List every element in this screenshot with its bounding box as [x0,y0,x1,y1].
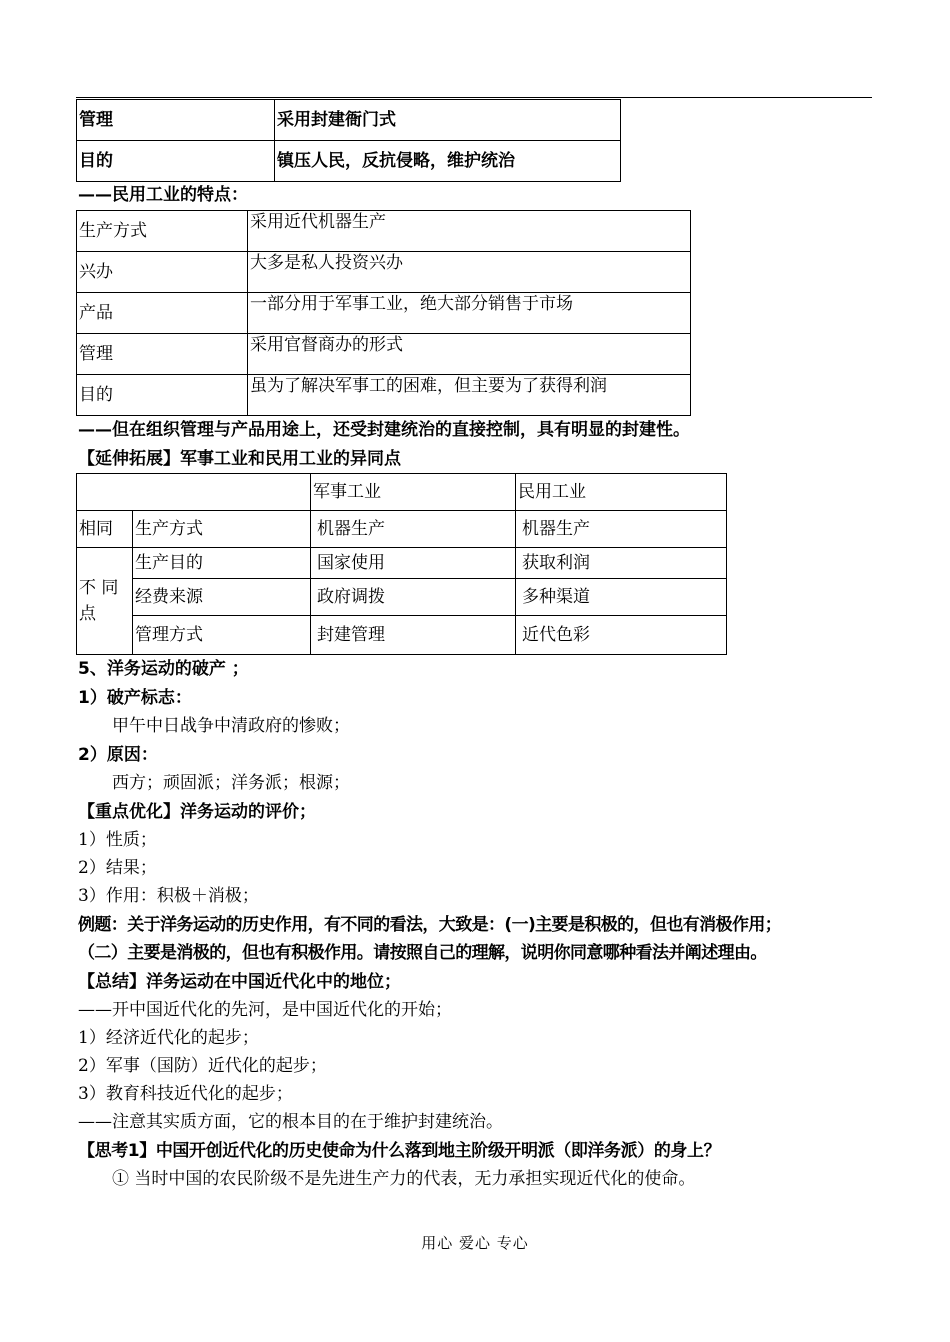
same-label: 相同 [77,511,133,548]
comparison-table [76,473,727,655]
example-question-line-1: 例题：关于洋务运动的历史作用，有不同的看法，大致是：(一)主要是积极的，但也有消极作用； [78,915,782,935]
body-line: 1）经济近代化的起步； [78,1028,259,1048]
military-cell: 机器生产 [311,511,516,548]
body-line: ——开中国近代化的先河，是中国近代化的开始； [78,1000,452,1020]
civil-industry-heading: ——民用工业的特点： [78,185,248,205]
row-label: 管理 [77,334,248,375]
think-question-heading: 【思考1】中国开创近代化的历史使命为什么落到地主阶级开明派（即洋务派）的身上？ [78,1141,721,1161]
row-label: 产品 [77,293,248,334]
table-row [77,548,727,579]
table-row [77,616,727,655]
table-row [77,100,621,141]
header-empty [77,474,311,511]
body-line: 3）作用：积极＋消极； [78,886,259,906]
header-military: 军事工业 [311,474,516,511]
diff-label: 不 同点 [77,548,133,655]
military-cell: 国家使用 [311,548,516,579]
extension-heading: 【延伸拓展】军事工业和民用工业的异同点 [78,449,401,469]
bankruptcy-sign-heading: 1）破产标志： [78,688,192,708]
row-value: 采用封建衙门式 [275,100,621,141]
summary-heading: 【总结】洋务运动在中国近代化中的地位； [78,972,401,992]
row-value: 采用近代机器生产 [248,211,691,252]
body-line: 甲午中日战争中清政府的惨败； [112,716,350,736]
section-5-heading: 5、洋务运动的破产 ； [78,659,249,679]
table-row [77,375,691,416]
table-row [77,252,691,293]
row-value: 一部分用于军事工业，绝大部分销售于市场 [248,293,691,334]
evaluation-heading: 【重点优化】洋务运动的评价； [78,802,316,822]
body-line: 2）军事（国防）近代化的起步； [78,1056,327,1076]
table-row [77,511,727,548]
row-value: 大多是私人投资兴办 [248,252,691,293]
body-line: 2）结果； [78,858,157,878]
page-footer: 用心 爱心 专心 [421,1234,529,1252]
row-label: 目的 [77,375,248,416]
table-row [77,579,727,616]
body-line: ① 当时中国的农民阶级不是先进生产力的代表，无力承担实现近代化的使命。 [112,1169,696,1189]
row-value: 虽为了解决军事工的困难，但主要为了获得利润 [248,375,691,416]
body-line: 3）教育科技近代化的起步； [78,1084,293,1104]
military-cell: 政府调拨 [311,579,516,616]
table-row [77,293,691,334]
row-label: 生产方式 [77,211,248,252]
table-row [77,334,691,375]
aspect-cell: 生产目的 [133,548,311,579]
header-civil: 民用工业 [516,474,727,511]
body-line: 西方；顽固派；洋务派；根源； [112,773,350,793]
row-value: 采用官督商办的形式 [248,334,691,375]
civil-cell: 获取利润 [516,548,727,579]
military-cell: 封建管理 [311,616,516,655]
body-line: ——注意其实质方面，它的根本目的在于维护封建统治。 [78,1112,503,1132]
table-row [77,141,621,182]
body-line: 1）性质； [78,830,157,850]
aspect-cell: 生产方式 [133,511,311,548]
table-header-row [77,474,727,511]
civil-cell: 近代色彩 [516,616,727,655]
aspect-cell: 经费来源 [133,579,311,616]
feudal-note: ——但在组织管理与产品用途上，还受封建统治的直接控制，具有明显的封建性。 [78,420,690,440]
reason-heading: 2）原因： [78,745,158,765]
civil-cell: 机器生产 [516,511,727,548]
row-label: 管理 [77,100,275,141]
top-rule [76,97,872,98]
military-industry-table [76,99,621,182]
civil-cell: 多种渠道 [516,579,727,616]
row-label: 兴办 [77,252,248,293]
row-label: 目的 [77,141,275,182]
aspect-cell: 管理方式 [133,616,311,655]
example-question-line-2: （二）主要是消极的，但也有积极作用。请按照自己的理解，说明你同意哪种看法并阐述理由。 [78,943,767,963]
civil-industry-table [76,210,691,416]
row-value: 镇压人民，反抗侵略，维护统治 [275,141,621,182]
table-row [77,211,691,252]
